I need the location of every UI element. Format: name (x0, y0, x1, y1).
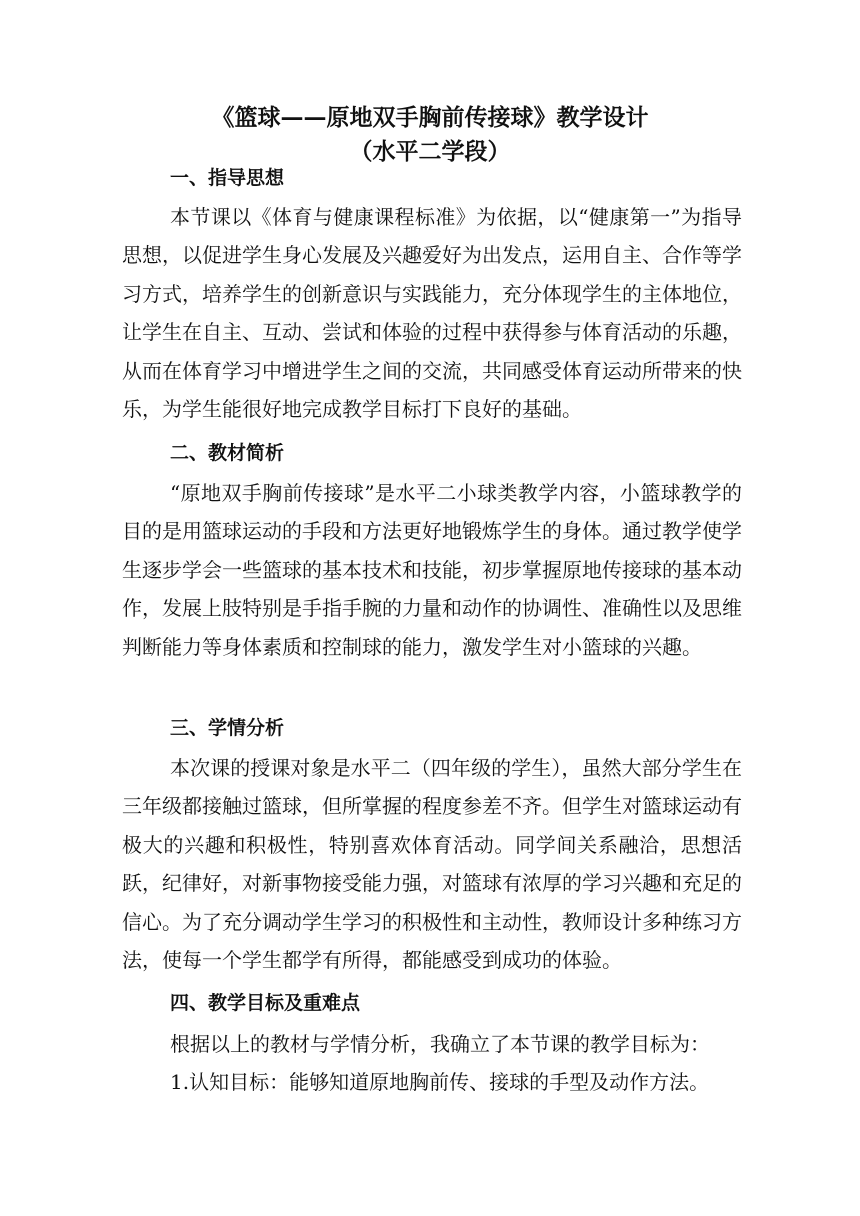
document-subtitle: （水平二学段） (349, 138, 511, 165)
section-paragraph-guiding-ideology: 本节课以《体育与健康课程标准》为依据，以“健康第一”为指导思想，以促进学生身心发展及兴趣爱好为出发点，运用自主、合作等学习方式，培养学生的创新意识与实践能力，充分体现学生的主体地位，让学生在自主、互动、尝试和体验的过程中获得参与体育活动的乐趣，从而在体育学习中增进学生之间的交流，共同感受体育运动所带来的快乐，为学生能很好地完成教学目标打下良好的基础。 (122, 205, 742, 422)
section-heading-teaching-material: 二、教材简析 (170, 442, 285, 464)
section-heading-student-analysis: 三、学情分析 (170, 717, 285, 739)
section-heading-teaching-goals: 四、教学目标及重难点 (170, 992, 361, 1014)
teaching-goals-item-1: 1.认知目标：能够知道原地胸前传、接球的手型及动作方法。 (170, 1070, 710, 1094)
teaching-goals-intro-line: 根据以上的教材与学情分析，我确立了本节课的教学目标为： (170, 1032, 710, 1056)
section-paragraph-student-analysis: 本次课的授课对象是水平二（四年级的学生），虽然大部分学生在三年级都接触过篮球，但所掌握的程度参差不齐。但学生对篮球运动有极大的兴趣和积极性，特别喜欢体育活动。同学间关系融洽，思想活跃，纪律好，对新事物接受能力强，对篮球有浓厚的学习兴趣和充足的信心。为了充分调动学生学习的积极性和主动性，教师设计多种练习方法，使每一个学生都学有所得，都能感受到成功的体验。 (122, 756, 742, 973)
section-paragraph-teaching-material: “原地双手胸前传接球”是水平二小球类教学内容，小篮球教学的目的是用篮球运动的手段和方法更好地锻炼学生的身体。通过教学使学生逐步学会一些篮球的基本技术和技能，初步掌握原地传接球的基本动作，发展上肢特别是手指手腕的力量和动作的协调性、准确性以及思维判断能力等身体素质和控制球的能力，激发学生对小篮球的兴趣。 (122, 481, 742, 659)
section-heading-guiding-ideology: 一、指导思想 (170, 167, 285, 189)
document-title: 《篮球——原地双手胸前传接球》教学设计 (211, 104, 649, 131)
